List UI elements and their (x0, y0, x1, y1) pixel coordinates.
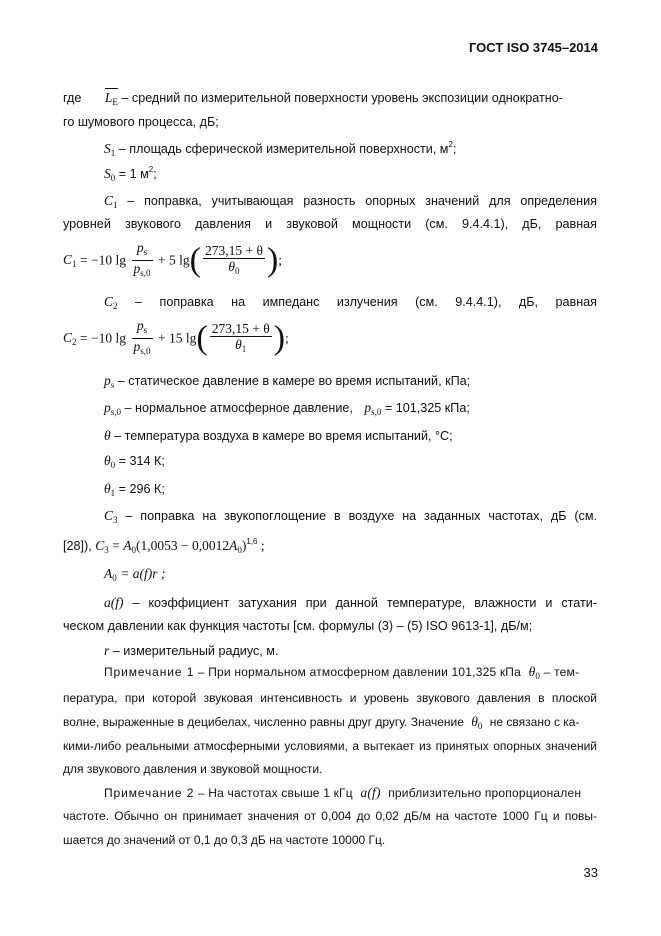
definition-c3: $C_3$ – поправка на звукопоглощение в воздухе на заданных частотах, дБ (см. (104, 508, 598, 525)
definition-af: a(f) – коэффициент затухания при данной температуре, влажности и стати- (104, 595, 598, 610)
definition-le (63, 90, 563, 107)
s0-text: = 1 м (118, 167, 149, 181)
definition-ps: $p_s$ – статическое давление в камере во время испытаний, кПа; (104, 373, 471, 390)
le-text: – средний по измерительной поверхности уровень экспозиции однократно- (121, 91, 563, 105)
formula-c2: $C_2 = -10$ lg $\frac{p_s}{p_{s,0}}$ + 15 lg( $\frac{273,15 + \theta}{\theta_1}$ ); (63, 318, 289, 357)
ps-text: – статическое давление в камере во время испытаний, кПа; (117, 374, 471, 388)
note2-line2: частоте. Обычно он принимает значения от 0,004 до 0,02 дБ/м на частоте 1000 Гц и повы- (63, 809, 597, 823)
ps0-text: – нормальное атмосферное давление, (124, 401, 353, 415)
ps0-value: = 101,325 кПа; (384, 401, 470, 415)
le-continuation: го шумового процесса, дБ; (63, 115, 219, 129)
definition-theta1: $\theta_1 = 296$ К; (104, 481, 165, 498)
s1-text: – площадь сферической измерительной поверхности, м (118, 142, 449, 156)
note2-line3: шается до значений от 0,1 до 0,3 дБ на частоте 10000 Гц. (63, 833, 386, 847)
note1-line3: волне, выраженные в децибелах, численно равны друг другу. Значение $\theta_0$ не связано с ка- (63, 714, 580, 731)
note1-line1: Примечание 1 – При нормальном атмосферном давлении 101,325 кПа $\theta_0 - тем-$ (104, 664, 580, 681)
af-continuation: ческом давлении как функция частоты [см. формулы (3) – (5) ISO 9613-1], дБ/м; (63, 619, 533, 633)
definition-c1: $C_1$ – поправка, учитывающая разность опорных значений для определения (104, 193, 597, 210)
c1-text: – поправка, учитывающая разность опорных значений для определения (127, 194, 597, 208)
definition-c2: $C_2$ – поправка на импеданс излучения (см. 9.4.4.1), дБ, равная (104, 294, 598, 311)
definition-s0: $S_0 = 1$ $м^2$; (104, 165, 157, 183)
formula-c1: $C_1 = -10$ lg $\frac{p_s}{p_{s,0}}$ + 5 lg( $\frac{273,15 + \theta}{\theta_0}$ ); (63, 240, 283, 279)
c3-text: – поправка на звукопоглощение в воздухе на заданных частотах, дБ (см. (125, 509, 598, 523)
definition-s1: $S_1$ – площадь сферической измерительной поверхности, $м^2$; (104, 140, 457, 158)
definition-ps0: $p_{s,0}$ – нормальное атмосферное давление, $p_{s,0} = 101,325$ кПа; (104, 400, 470, 417)
af-text: – коэффициент затухания при данной температуре, влажности и стати- (132, 596, 598, 610)
definition-theta: θ – температура воздуха в камере во время испытаний, °С; (104, 428, 453, 443)
theta-text: – температура воздуха в камере во время испытаний, °С; (114, 429, 453, 443)
lead-word: где (63, 91, 82, 105)
r-text: – измерительный радиус, м. (112, 644, 279, 658)
note2-line1: Примечание 2 – На частотах свыше 1 кГц a(f) приблизительно пропорционален (104, 785, 582, 800)
le-symbol: $L_E$ (104, 90, 118, 107)
c1-continuation: уровней звукового давления и звуковой мощности (см. 9.4.4.1), дБ, равная (63, 217, 597, 231)
page-number: 33 (583, 865, 598, 880)
note1-line2: пература, при которой звуковая интенсивность и уровень звукового давления в плоской (63, 691, 597, 705)
note1-line5: для звукового давления и звуковой мощности. (63, 762, 323, 776)
note1-line4: кими-либо реальными атмосферными условиями, а вытекает из принятых опорных значений (63, 739, 597, 753)
theta1-text: = 296 К; (118, 482, 165, 496)
note1-heading: Примечание 1 (104, 665, 195, 679)
c3-continuation: [28]), $C_3 = A_0(1,0053 - 0,0012A_0)^{1,6}$ ; (63, 537, 265, 555)
note2-heading: Примечание 2 (104, 786, 195, 800)
definition-theta0: $\theta_0 = 314$ К; (104, 453, 165, 470)
definition-a0: $A_0 = a(f)r$ ; (104, 566, 166, 583)
c2-text: – поправка на импеданс излучения (см. 9.4.4.1), дБ, равная (135, 295, 598, 309)
definition-r: r – измерительный радиус, м. (104, 643, 279, 658)
document-header: ГОСТ ISO 3745–2014 (468, 40, 598, 55)
theta0-text: = 314 К; (118, 454, 165, 468)
